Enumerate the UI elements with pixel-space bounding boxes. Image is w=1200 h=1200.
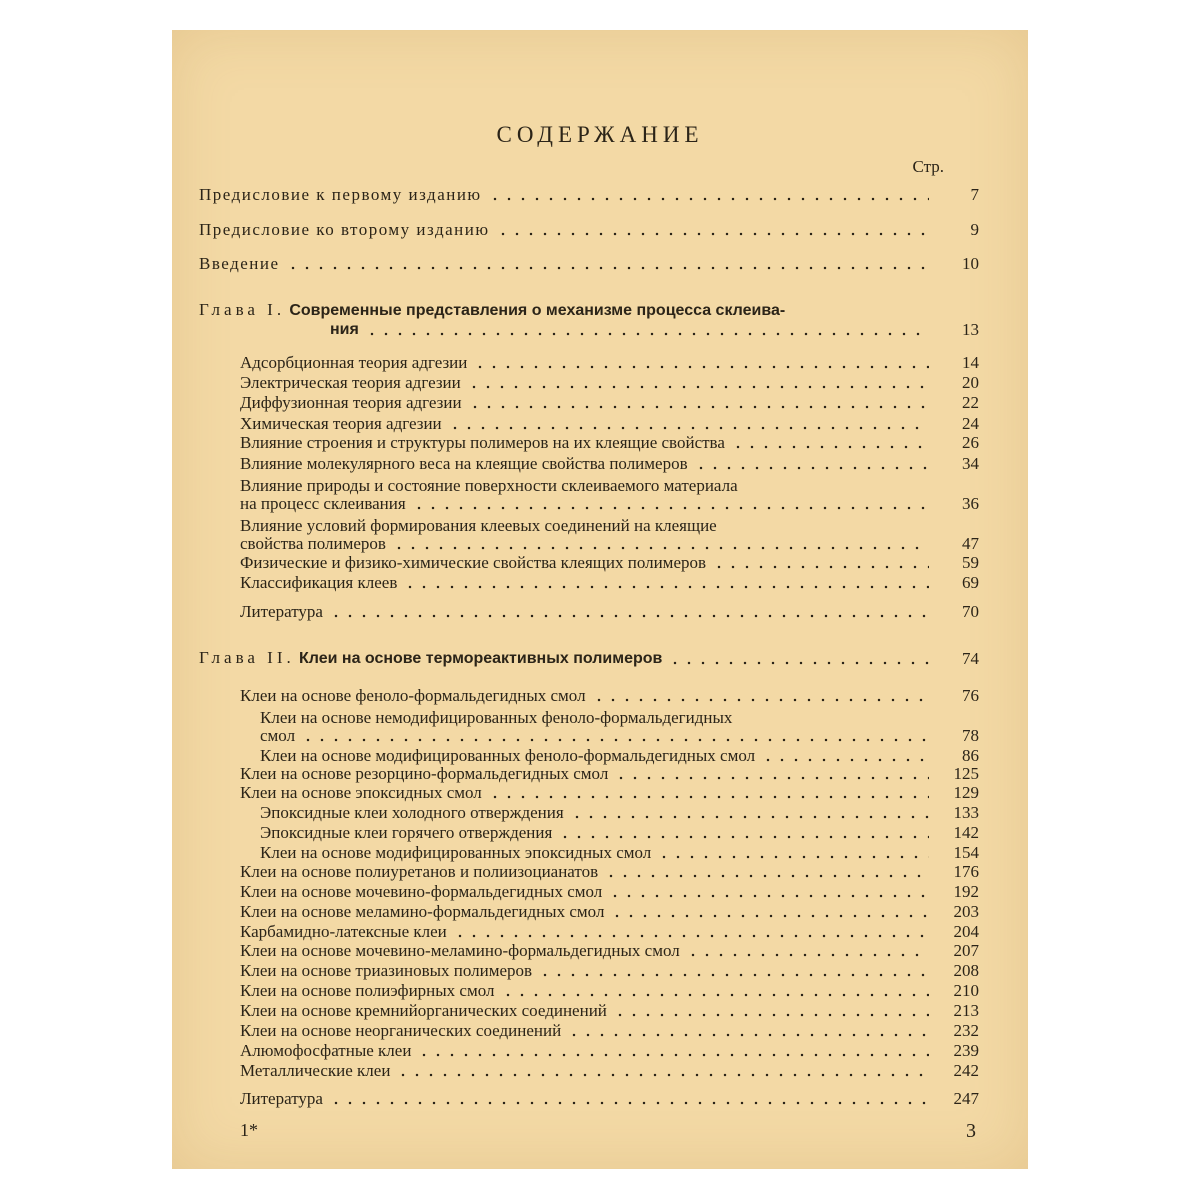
toc-entry [260, 823, 979, 843]
toc-entry-text: Литература [240, 1089, 323, 1108]
toc-entry-text: Литература [240, 602, 323, 621]
dot-leader [403, 585, 929, 589]
toc-entry-page: 86 [962, 746, 979, 765]
toc-entry-text: Химическая теория адгезии [240, 414, 442, 433]
toc-entry-text: Клеи на основе мочевино-формальдегидных смол [240, 882, 603, 901]
toc-entry [240, 534, 979, 554]
toc-entry-page: 204 [953, 922, 979, 941]
toc-entry [240, 454, 979, 474]
toc-entry [240, 686, 979, 706]
toc-entry-text: Физические и физико-химические свойства клеящих полимеров [240, 553, 707, 572]
dot-leader [417, 1053, 929, 1057]
dot-leader [592, 698, 929, 702]
toc-entry-page: 247 [953, 1089, 979, 1108]
toc-entry-text: Предисловие к первому изданию [199, 185, 482, 204]
toc-entry [240, 764, 979, 784]
toc-entry [240, 414, 979, 434]
toc-entry-page: 14 [962, 353, 979, 372]
dot-leader [286, 266, 929, 270]
toc-entry-page: 203 [953, 902, 979, 921]
dot-leader [538, 973, 929, 977]
toc-entry-page: 129 [953, 783, 979, 802]
dot-leader [613, 1013, 929, 1017]
toc-entry-page: 69 [962, 573, 979, 592]
toc-entry-text: Влияние молекулярного веса на клеящие свойства полимеров [240, 454, 688, 473]
dot-leader [412, 506, 929, 510]
dot-leader [604, 874, 929, 878]
toc-entry [260, 726, 979, 746]
toc-entry [240, 433, 979, 453]
toc-entry [199, 254, 979, 274]
chapter-title-continued: ния [330, 321, 359, 338]
book-page [172, 30, 1028, 1169]
toc-entry-page: 78 [962, 726, 979, 745]
toc-entry-line: Влияние природы и состояние поверхности склеиваемого материала [240, 476, 738, 495]
dot-leader [496, 232, 929, 236]
toc-entry-page: 76 [962, 686, 979, 705]
toc-entry-text: Клеи на основе феноло-формальдегидных смол [240, 686, 586, 705]
toc-entry-text: Адсорбционная теория адгезии [240, 353, 468, 372]
page-column-label: Стр. [912, 157, 944, 176]
toc-entry-page: 26 [962, 433, 979, 452]
toc-entry-text: Карбамидно-латексные клеи [240, 922, 447, 941]
toc-entry-page: 7 [970, 185, 979, 204]
toc-entry-text: Клеи на основе кремнийорганических соединений [240, 1001, 607, 1020]
toc-entry [260, 803, 979, 823]
toc-entry-text: смол [260, 726, 296, 745]
dot-leader [567, 1033, 929, 1037]
toc-entry-page: 22 [962, 393, 979, 412]
toc-entry-page: 208 [953, 961, 979, 980]
toc-entry-page: 239 [953, 1041, 979, 1060]
dot-leader [668, 661, 929, 665]
toc-entry-line: Клеи на основе немодифицированных феноло-формальдегидных [260, 708, 733, 727]
toc-entry-text: Клеи на основе меламино-формальдегидных смол [240, 902, 605, 921]
toc-entry-page: 47 [962, 534, 979, 553]
toc-entry-page: 70 [962, 602, 979, 621]
toc-entry [240, 353, 979, 373]
dot-leader [488, 197, 929, 201]
dot-leader [468, 405, 929, 409]
toc-entry-page: 34 [962, 454, 979, 473]
dot-leader [473, 365, 929, 369]
toc-entry-text: Эпоксидные клеи холодного отверждения [260, 803, 564, 822]
toc-entry-page: 10 [962, 254, 979, 273]
toc-entry [240, 1001, 979, 1021]
toc-entry-page: 133 [953, 803, 979, 822]
toc-entry [240, 393, 979, 413]
dot-leader [365, 332, 929, 336]
toc-entry [240, 573, 979, 593]
toc-entry-text: Введение [199, 254, 280, 273]
toc-entry-text: Металлические клеи [240, 1061, 391, 1080]
chapter-page: 13 [962, 320, 979, 339]
dot-leader [301, 738, 929, 742]
toc-entry-line: Влияние условий формирования клеевых соединений на клеящие [240, 516, 717, 535]
chapter-label: Глава II. [199, 648, 295, 667]
toc-entry-text: Предисловие ко второму изданию [199, 220, 490, 239]
toc-entry-text: Клеи на основе полиуретанов и полиизоцианатов [240, 862, 599, 881]
toc-entry-text: Клеи на основе мочевино-меламино-формальдегидных смол [240, 941, 680, 960]
toc-entry [240, 1021, 979, 1041]
toc-entry [240, 981, 979, 1001]
toc-entry-page: 59 [962, 553, 979, 572]
toc-entry [260, 746, 979, 766]
dot-leader [608, 894, 929, 898]
chapter-title: Клеи на основе термореактивных полимеров [299, 650, 663, 667]
dot-leader [329, 614, 929, 618]
dot-leader [610, 914, 929, 918]
dot-leader [329, 1101, 929, 1105]
dot-leader [614, 776, 929, 780]
toc-entry [240, 941, 979, 961]
toc-entry [240, 922, 979, 942]
toc-entry-text: Клеи на основе триазиновых полимеров [240, 961, 533, 980]
toc-entry-text: Электрическая теория адгезии [240, 373, 461, 392]
toc-entry [240, 961, 979, 981]
toc-entry-text: Клеи на основе неорганических соединений [240, 1021, 562, 1040]
dot-leader [448, 426, 929, 430]
toc-entry [199, 220, 979, 240]
toc-entry [240, 1041, 979, 1061]
toc-entry [240, 1089, 979, 1109]
dot-leader [501, 993, 930, 997]
toc-entry [240, 882, 979, 902]
toc-entry [240, 862, 979, 882]
toc-entry-text: Диффузионная теория адгезии [240, 393, 462, 412]
toc-entry [199, 185, 979, 205]
toc-entry [240, 1061, 979, 1081]
dot-leader [570, 815, 929, 819]
page-number: 3 [966, 1120, 976, 1142]
toc-entry-page: 36 [962, 494, 979, 513]
toc-entry-page: 9 [970, 220, 979, 239]
toc-entry-text: Клеи на основе резорцино-формальдегидных смол [240, 764, 609, 783]
toc-entry-page: 142 [953, 823, 979, 842]
toc-entry-text: на процесс склеивания [240, 494, 406, 513]
dot-leader [761, 758, 929, 762]
dot-leader [467, 385, 929, 389]
toc-entry-text: Клеи на основе полиэфирных смол [240, 981, 495, 1000]
toc-entry-page: 24 [962, 414, 979, 433]
toc-entry-text: Клеи на основе модифицированных феноло-формальдегидных смол [260, 746, 756, 765]
toc-entry-page: 210 [953, 981, 979, 1000]
dot-leader [686, 953, 929, 957]
toc-entry-page: 176 [953, 862, 979, 881]
toc-entry-text: Классификация клеев [240, 573, 398, 592]
toc-entry-text: свойства полимеров [240, 534, 386, 553]
toc-entry-page: 213 [953, 1001, 979, 1020]
dot-leader [657, 855, 929, 859]
toc-entry-page: 192 [953, 882, 979, 901]
toc-entry-page: 242 [953, 1061, 979, 1080]
toc-entry-page: 154 [953, 843, 979, 862]
toc-entry [240, 783, 979, 803]
dot-leader [396, 1073, 929, 1077]
toc-entry [240, 373, 979, 393]
toc-entry [260, 843, 979, 863]
toc-entry [240, 602, 979, 622]
chapter-heading-continued [330, 320, 979, 340]
dot-leader [712, 565, 929, 569]
toc-entry-text: Алюмофосфатные клеи [240, 1041, 412, 1060]
toc-entry-page: 125 [953, 764, 979, 783]
toc-entry-text: Эпоксидные клеи горячего отверждения [260, 823, 553, 842]
toc-entry [240, 553, 979, 573]
page-title: СОДЕРЖАНИЕ [496, 122, 704, 147]
toc-entry [240, 902, 979, 922]
dot-leader [453, 934, 929, 938]
chapter-label: Глава I. [199, 300, 286, 319]
toc-entry-page: 20 [962, 373, 979, 392]
toc-entry-text: Клеи на основе модифицированных эпоксидных смол [260, 843, 652, 862]
signature-mark: 1* [240, 1120, 258, 1140]
chapter-heading [199, 300, 785, 320]
dot-leader [392, 546, 929, 550]
toc-entry-text: Клеи на основе эпоксидных смол [240, 783, 482, 802]
dot-leader [694, 466, 929, 470]
chapter-title: Современные представления о механизме процесса склеива- [289, 302, 786, 319]
toc-entry [240, 494, 979, 514]
dot-leader [558, 835, 929, 839]
chapter-heading [199, 648, 979, 669]
toc-entry-text: Влияние строения и структуры полимеров на их клеящие свойства [240, 433, 725, 452]
dot-leader [731, 445, 929, 449]
toc-entry-page: 232 [953, 1021, 979, 1040]
toc-entry-page: 207 [953, 941, 979, 960]
dot-leader [488, 795, 929, 799]
chapter-page: 74 [962, 649, 979, 668]
